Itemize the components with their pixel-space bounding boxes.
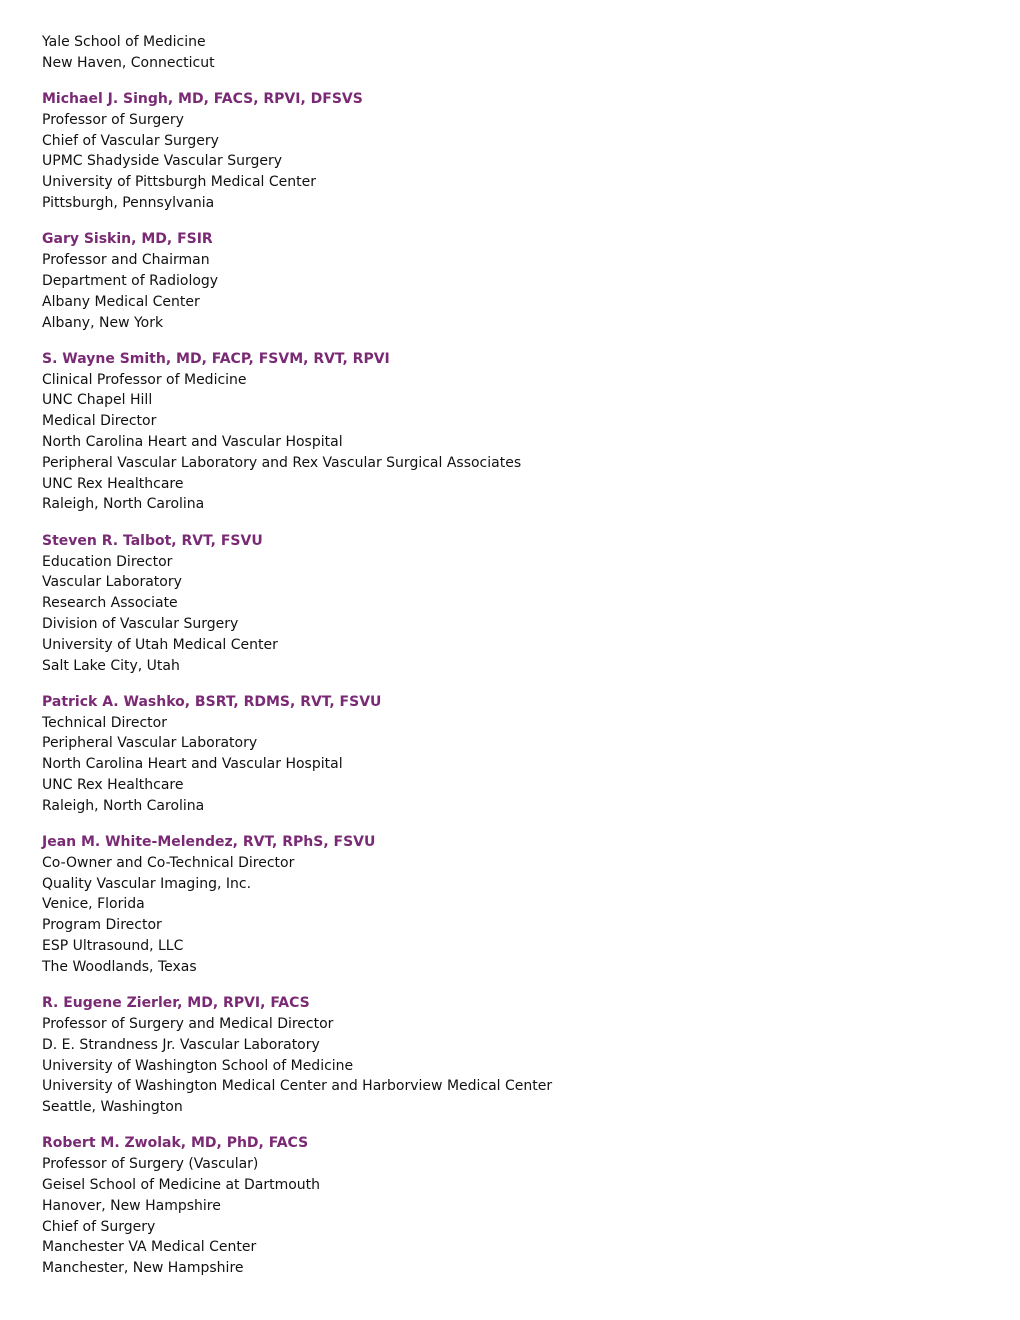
- faculty-affiliation-line: Pittsburgh, Pennsylvania: [42, 195, 215, 212]
- faculty-affiliation-line: UNC Rex Healthcare: [42, 475, 184, 492]
- faculty-affiliation-line: UNC Chapel Hill: [42, 392, 153, 409]
- faculty-affiliation-line: Department of Radiology: [42, 272, 219, 289]
- faculty-entry: [42, 692, 982, 817]
- affiliation-line: Yale School of Medicine: [42, 34, 206, 50]
- faculty-affiliation-line: Geisel School of Medicine at Dartmouth: [42, 1177, 321, 1194]
- faculty-entries: [42, 89, 982, 1279]
- faculty-affiliation-line: Education Director: [42, 553, 173, 570]
- location-line: New Haven, Connecticut: [42, 54, 215, 71]
- faculty-affiliation-line: Program Director: [42, 917, 162, 934]
- faculty-affiliation-line: Hanover, New Hampshire: [42, 1197, 221, 1214]
- faculty-affiliation-line: University of Pittsburgh Medical Center: [42, 174, 316, 191]
- faculty-name: Michael J. Singh, MD, FACS, RPVI, DFSVS: [42, 91, 363, 108]
- faculty-affiliation-line: Salt Lake City, Utah: [42, 657, 180, 674]
- faculty-affiliation-line: Clinical Professor of Medicine: [42, 371, 247, 388]
- faculty-name: Patrick A. Washko, BSRT, RDMS, RVT, FSVU: [42, 693, 382, 710]
- faculty-entry: [42, 89, 982, 214]
- faculty-affiliation-line: Peripheral Vascular Laboratory: [42, 735, 258, 752]
- faculty-affiliation-line: Vascular Laboratory: [42, 574, 182, 591]
- faculty-affiliation-line: D. E. Strandness Jr. Vascular Laboratory: [42, 1036, 320, 1053]
- faculty-affiliation-line: University of Utah Medical Center: [42, 636, 278, 653]
- faculty-affiliation-line: Quality Vascular Imaging, Inc.: [42, 875, 252, 892]
- faculty-name: R. Eugene Zierler, MD, RPVI, FACS: [42, 995, 310, 1012]
- faculty-affiliation-line: UNC Rex Healthcare: [42, 777, 184, 793]
- faculty-affiliation-line: University of Washington School of Medicine: [42, 1057, 354, 1074]
- faculty-affiliation-line: Manchester, New Hampshire: [42, 1260, 244, 1277]
- faculty-affiliation-line: Albany Medical Center: [42, 293, 200, 310]
- faculty-affiliation-line: Manchester VA Medical Center: [42, 1239, 257, 1256]
- faculty-entry: [42, 1133, 982, 1279]
- faculty-affiliation-line: Division of Vascular Surgery: [42, 615, 239, 632]
- faculty-entry: [42, 832, 982, 978]
- faculty-entry: [42, 531, 982, 677]
- faculty-entry: [42, 349, 982, 515]
- faculty-affiliation-line: ESP Ultrasound, LLC: [42, 938, 184, 955]
- faculty-affiliation-line: Co-Owner and Co-Technical Director: [42, 854, 295, 871]
- faculty-affiliation-line: UPMC Shadyside Vascular Surgery: [42, 153, 283, 170]
- faculty-list: [42, 32, 982, 1279]
- faculty-affiliation-line: Technical Director: [42, 714, 167, 731]
- faculty-affiliation-line: Professor of Surgery: [42, 111, 184, 128]
- faculty-entry: [42, 993, 982, 1118]
- intro-block: [42, 32, 982, 74]
- faculty-affiliation-line: North Carolina Heart and Vascular Hospital: [42, 434, 343, 451]
- faculty-affiliation-line: Medical Director: [42, 413, 157, 430]
- faculty-affiliation-line: North Carolina Heart and Vascular Hospital: [42, 756, 343, 773]
- faculty-affiliation-line: Research Associate: [42, 595, 178, 612]
- faculty-affiliation-line: Professor and Chairman: [42, 252, 210, 269]
- faculty-affiliation-line: Albany, New York: [42, 314, 164, 331]
- faculty-entry: [42, 229, 982, 333]
- faculty-name: Robert M. Zwolak, MD, PhD, FACS: [42, 1135, 309, 1152]
- faculty-affiliation-line: Seattle, Washington: [42, 1099, 183, 1116]
- faculty-affiliation-line: Raleigh, North Carolina: [42, 797, 205, 814]
- faculty-name: Jean M. White-Melendez, RVT, RPhS, FSVU: [42, 834, 376, 851]
- faculty-affiliation-line: Professor of Surgery and Medical Director: [42, 1015, 334, 1032]
- faculty-name: Gary Siskin, MD, FSIR: [42, 231, 213, 248]
- faculty-affiliation-line: Venice, Florida: [42, 896, 145, 913]
- faculty-affiliation-line: Professor of Surgery (Vascular): [42, 1156, 259, 1173]
- faculty-name: S. Wayne Smith, MD, FACP, FSVM, RVT, RPVI: [42, 350, 390, 367]
- faculty-affiliation-line: Chief of Vascular Surgery: [42, 132, 219, 149]
- faculty-affiliation-line: The Woodlands, Texas: [42, 958, 197, 975]
- faculty-affiliation-line: Peripheral Vascular Laboratory and Rex Vascular Surgical Associates: [42, 454, 522, 471]
- faculty-name: Steven R. Talbot, RVT, FSVU: [42, 532, 263, 549]
- faculty-affiliation-line: Chief of Surgery: [42, 1218, 156, 1235]
- faculty-affiliation-line: Raleigh, North Carolina: [42, 496, 205, 513]
- faculty-affiliation-line: University of Washington Medical Center and Harborview Medical Center: [42, 1078, 553, 1095]
